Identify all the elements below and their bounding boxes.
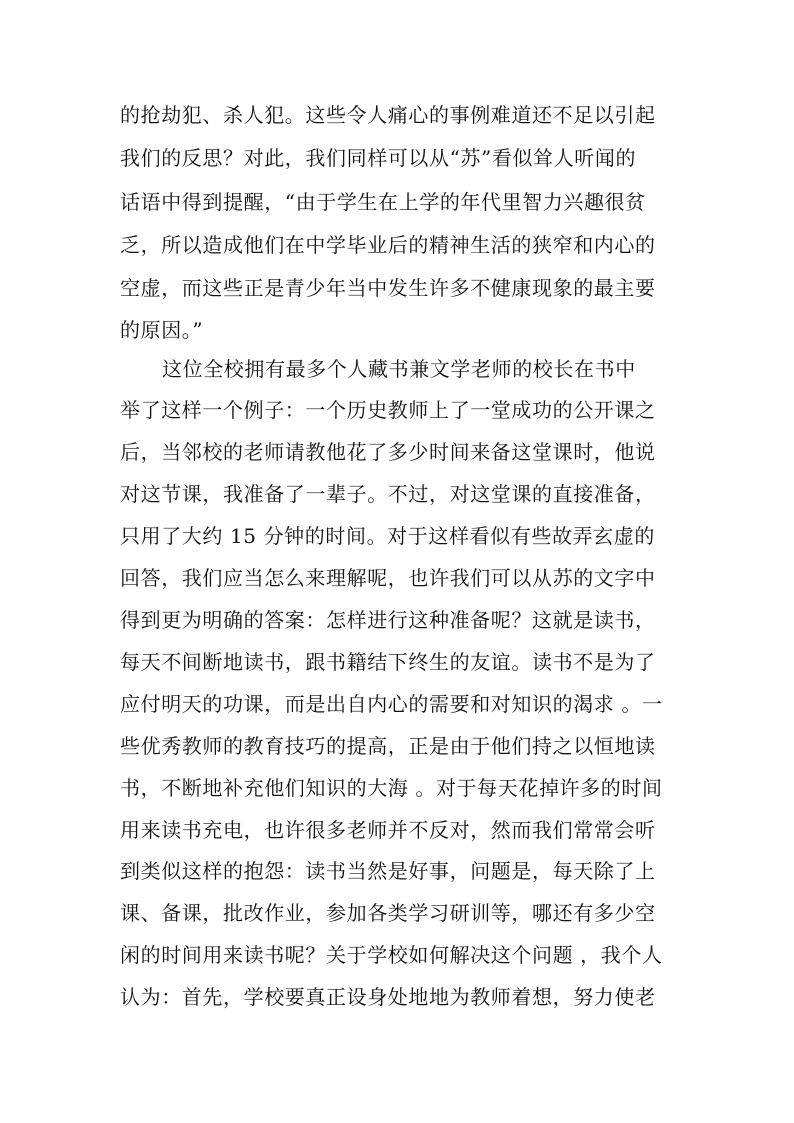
text-line: 用来读书充电，也许很多老师并不反对，然而我们常常会听 bbox=[120, 818, 656, 842]
text-line: 得到更为明确的答案：怎样进行这种准备呢？这就是读书， bbox=[120, 608, 656, 632]
text-line: 书，不断地补充他们知识的大海 。对于每天花掉许多的时间 bbox=[120, 776, 663, 800]
text-line: 到类似这样的抱怨：读书当然是好事，问题是，每天除了上 bbox=[120, 859, 656, 883]
text-line: 只用了大约 15 分钟的时间。对于这样看似有些故弄玄虚的 bbox=[120, 524, 655, 548]
text-line: 空虚，而这些正是青少年当中发生许多不健康现象的最主要 bbox=[120, 276, 656, 300]
text-line: 每天不间断地读书，跟书籍结下终生的友谊。读书不是为了 bbox=[120, 650, 656, 674]
text-line: 的原因。” bbox=[120, 318, 204, 342]
text-line: 闲的时间用来读书呢？关于学校如何解决这个问题 ，我个人 bbox=[120, 943, 663, 967]
text-line: 举了这样一个例子：一个历史教师上了一堂成功的公开课之 bbox=[120, 398, 656, 422]
text-line: 课、备课，批改作业，参加各类学习研训等，哪还有多少空 bbox=[120, 901, 656, 925]
text-line: 回答，我们应当怎么来理解呢，也许我们可以从苏的文字中 bbox=[120, 566, 656, 590]
text-line: 对这节课，我准备了一辈子。不过，对这堂课的直接准备， bbox=[120, 482, 656, 506]
text-line: 些优秀教师的教育技巧的提高，正是由于他们持之以恒地读 bbox=[120, 734, 656, 758]
text-line: 认为：首先，学校要真正设身处地地为教师着想，努力使老 bbox=[120, 985, 656, 1009]
text-line: 后，当邻校的老师请教他花了多少时间来备这堂课时，他说 bbox=[120, 440, 656, 464]
text-line: 的抢劫犯、杀人犯。这些令人痛心的事例难道还不足以引起 bbox=[120, 103, 656, 127]
paragraph-first-line: 这位全校拥有最多个人藏书兼文学老师的校长在书中 bbox=[162, 357, 636, 381]
text-line: 话语中得到提醒，“由于学生在上学的年代里智力兴趣很贫 bbox=[120, 190, 646, 214]
text-line: 乏，所以造成他们在中学毕业后的精神生活的狭窄和内心的 bbox=[120, 233, 656, 257]
text-line: 我们的反思？对此，我们同样可以从“苏”看似耸人听闻的 bbox=[120, 146, 637, 170]
text-line: 应付明天的功课，而是出自内心的需要和对知识的渴求 。一 bbox=[120, 692, 663, 716]
